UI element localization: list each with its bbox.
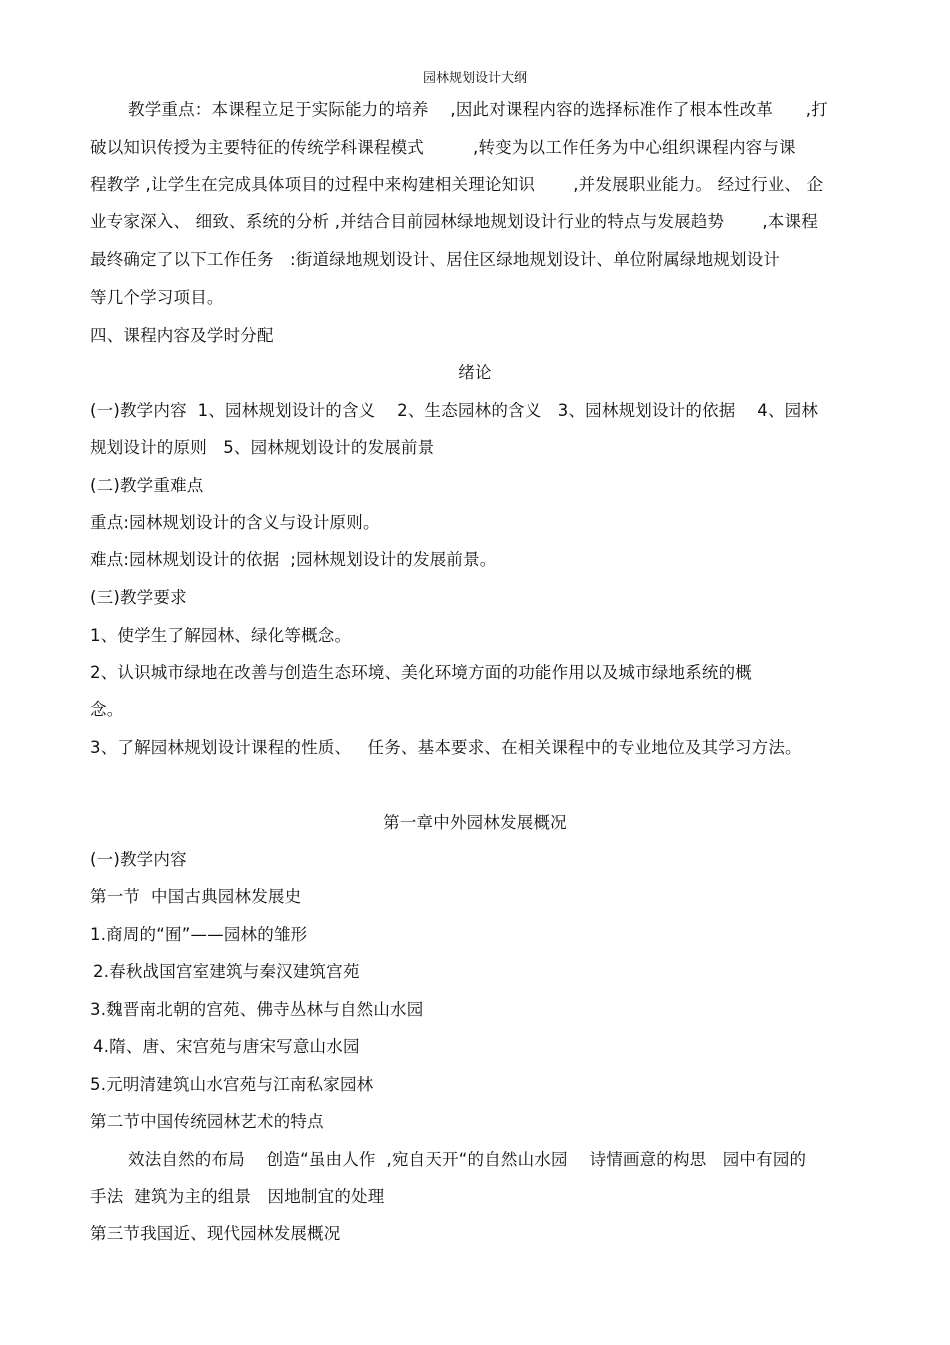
chapter-title: 第一章中外园林发展概况 bbox=[383, 813, 567, 832]
intro-title: 绪论 bbox=[458, 363, 492, 382]
intro-content-line: (一)教学内容 1、园林规划设计的含义 2、生态园林的含义 3、园林规划设计的依据 4、园林 bbox=[90, 401, 819, 420]
requirement-item: 2、认识城市绿地在改善与创造生态环境、美化环境方面的功能作用以及城市绿地系统的概 bbox=[90, 663, 752, 682]
requirement-item-continued: 念。 bbox=[90, 700, 124, 719]
list-item: 4.隋、唐、宋宫苑与唐宋写意山水园 bbox=[93, 1037, 360, 1056]
requirements-heading: (三)教学要求 bbox=[90, 588, 187, 607]
paragraph-line: 程教学 ,让学生在完成具体项目的过程中来构建相关理论知识 ,并发展职业能力。 经过行业、 企 bbox=[90, 175, 824, 194]
difficult-point: 难点:园林规划设计的依据 ;园林规划设计的发展前景。 bbox=[90, 550, 497, 569]
content-heading: (一)教学内容 bbox=[90, 850, 187, 869]
section-heading: 四、课程内容及学时分配 bbox=[90, 326, 274, 345]
section-title: 第三节我国近、现代园林发展概况 bbox=[90, 1224, 341, 1243]
key-points-heading: (二)教学重难点 bbox=[90, 476, 204, 495]
intro-content-line: 规划设计的原则 5、园林规划设计的发展前景 bbox=[90, 438, 435, 457]
section-title: 第一节 中国古典园林发展史 bbox=[90, 887, 302, 906]
paragraph-line: 教学重点：本课程立足于实际能力的培养 ,因此对课程内容的选择标准作了根本性改革 ,打 bbox=[128, 100, 828, 119]
paragraph-line: 破以知识传授为主要特征的传统学科课程模式 ,转变为以工作任务为中心组织课程内容与课 bbox=[90, 138, 796, 157]
paragraph-line: 业专家深入、 细致、系统的分析 ,并结合目前园林绿地规划设计行业的特点与发展趋势 ,本课程 bbox=[90, 212, 818, 231]
list-item: 2.春秋战国宫室建筑与秦汉建筑宫苑 bbox=[93, 962, 360, 981]
requirement-item: 1、使学生了解园林、绿化等概念。 bbox=[90, 626, 352, 645]
paragraph-line: 等几个学习项目。 bbox=[90, 288, 224, 307]
paragraph-line: 最终确定了以下工作任务 :街道绿地规划设计、居住区绿地规划设计、单位附属绿地规划设计 bbox=[90, 250, 781, 269]
document-title: 园林规划设计大纲 bbox=[422, 71, 527, 86]
paragraph-line: 手法 建筑为主的组景 因地制宜的处理 bbox=[90, 1187, 385, 1206]
section-title: 第二节中国传统园林艺术的特点 bbox=[90, 1112, 324, 1131]
key-point: 重点:园林规划设计的含义与设计原则。 bbox=[90, 513, 380, 532]
list-item: 3.魏晋南北朝的宫苑、佛寺丛林与自然山水园 bbox=[90, 1000, 424, 1019]
requirement-item: 3、了解园林规划设计课程的性质、 任务、基本要求、在相关课程中的专业地位及其学习方法。 bbox=[90, 738, 802, 757]
list-item: 5.元明清建筑山水宫苑与江南私家园林 bbox=[90, 1075, 374, 1094]
paragraph-line: 效法自然的布局 创造“虽由人作 ,宛自天开“的自然山水园 诗情画意的构思 园中有园的 bbox=[128, 1150, 807, 1169]
list-item: 1.商周的“囿”——园林的雏形 bbox=[90, 925, 308, 944]
